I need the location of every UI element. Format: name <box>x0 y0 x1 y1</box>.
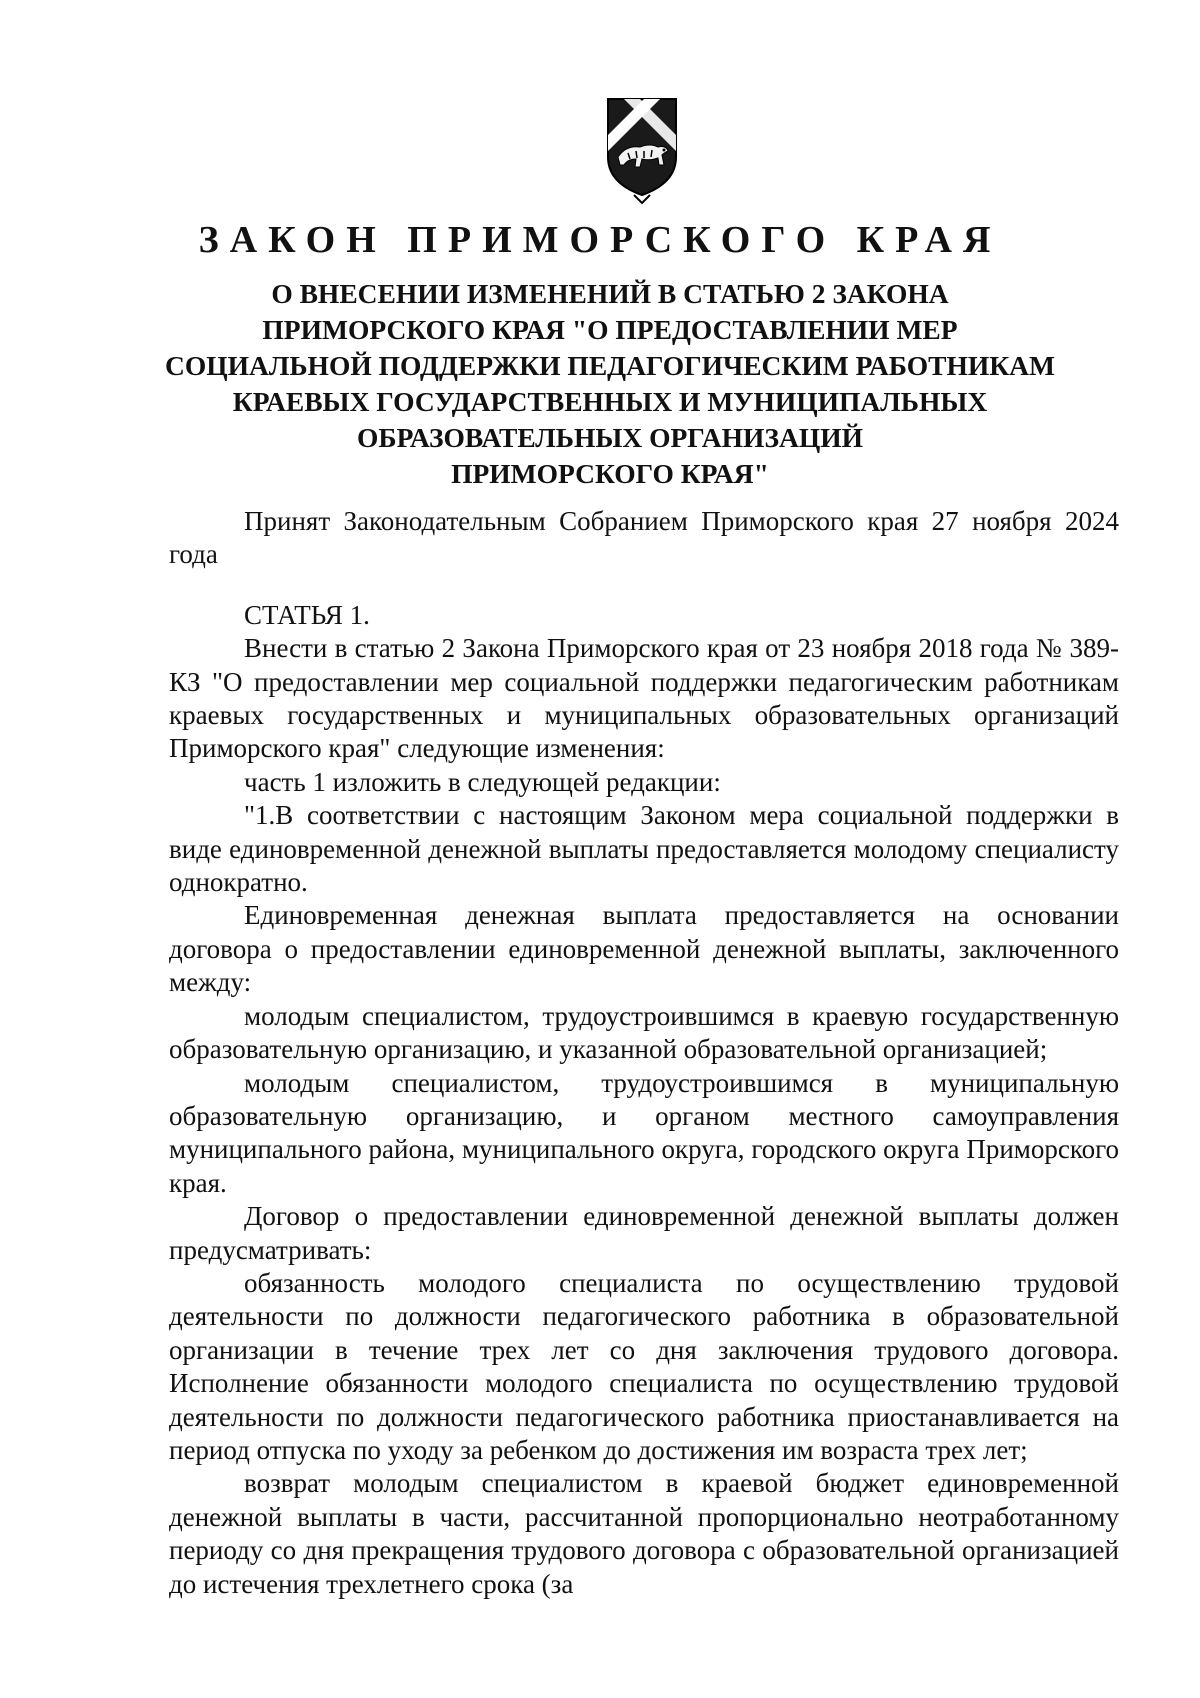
subtitle-line: ПРИМОРСКОГО КРАЯ" <box>451 458 769 489</box>
coat-of-arms-icon <box>604 95 680 205</box>
paragraph: молодым специалистом, трудоустроившимся в краевую государственную образовательную организацию, и указанной образовательной организацией; <box>169 1000 1119 1065</box>
law-title: ЗАКОН ПРИМОРСКОГО КРАЯ <box>198 219 1002 261</box>
paragraph: часть 1 изложить в следующей редакции: <box>244 766 721 797</box>
subtitle-line: ОБРАЗОВАТЕЛЬНЫХ ОРГАНИЗАЦИЙ <box>357 422 863 453</box>
paragraph: обязанность молодого специалиста по осуществлению трудовой деятельности по должности педагогического работника в образовательной организации в течение трех лет со дня заключения трудового договора. Исполнение обязанности молодого специалиста по осуществлению трудовой деятельности по должности педагогического работника приостанавливается на период отпуска по уходу за ребенком до достижения им возраста трех лет; <box>169 1267 1119 1465</box>
document-body <box>169 505 1119 1601</box>
adoption-statement: Принят Законодательным Собранием Приморского края 27 ноября 2024 года <box>169 506 1119 570</box>
paragraph: "1.В соответствии с настоящим Законом мера социальной поддержки в виде единовременной денежной выплаты предоставляется молодому специалисту однократно. <box>169 800 1119 898</box>
paragraph: молодым специалистом, трудоустроившимся в муниципальную образовательную организацию, и органом местного самоуправления муниципального района, муниципального округа, городского округа Приморского края. <box>169 1067 1119 1198</box>
paragraph: возврат молодым специалистом в краевой бюджет единовременной денежной выплаты в части, рассчитанной пропорционально неотработанному периоду со дня прекращения трудового договора с образовательной организацией до истечения трехлетнего срока (за <box>169 1468 1119 1599</box>
subtitle-line: ПРИМОРСКОГО КРАЯ "О ПРЕДОСТАВЛЕНИИ МЕР <box>262 314 958 345</box>
paragraph: Единовременная денежная выплата предоставляется на основании договора о предоставлении единовременной денежной выплаты, заключенного между: <box>169 900 1119 998</box>
subtitle-line: СОЦИАЛЬНОЙ ПОДДЕРЖКИ ПЕДАГОГИЧЕСКИМ РАБОТНИКАМ <box>165 350 1055 381</box>
subtitle-line: КРАЕВЫХ ГОСУДАРСТВЕННЫХ И МУНИЦИПАЛЬНЫХ <box>232 386 988 417</box>
paragraph: Договор о предоставлении единовременной денежной выплаты должен предусматривать: <box>169 1201 1119 1265</box>
paragraph: Внести в статью 2 Закона Приморского края от 23 ноября 2018 года № 389-КЗ "О предоставлении мер социальной поддержки педагогическим работникам краевых государственных и муниципальных образовательных организаций Приморского края" следующие изменения: <box>169 633 1119 764</box>
article-heading: СТАТЬЯ 1. <box>244 599 370 630</box>
subtitle-line: О ВНЕСЕНИИ ИЗМЕНЕНИЙ В СТАТЬЮ 2 ЗАКОНА <box>271 278 949 309</box>
law-subtitle <box>160 276 1060 492</box>
